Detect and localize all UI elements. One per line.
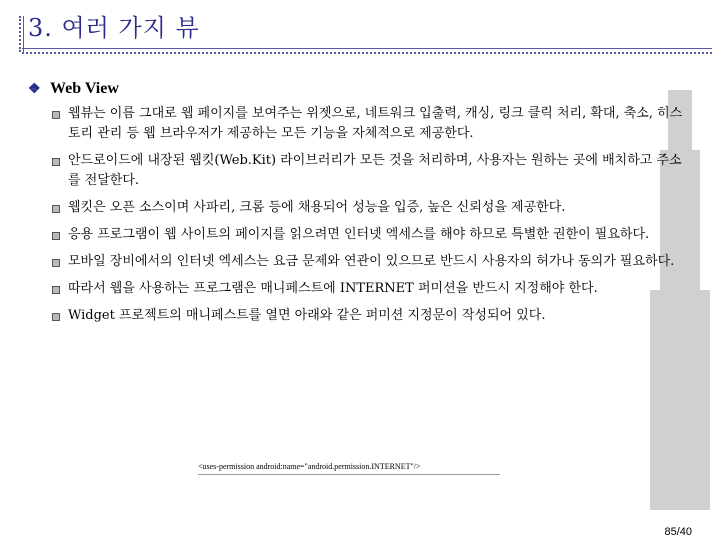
list-item-text: 웹뷰는 이름 그대로 웹 페이지를 보여주는 위젯으로, 네트워크 입출력, 캐싱, 링크 클릭 처리, 확대, 축소, 히스토리 관리 등 웹 브라우저가 제공하는 모든 기능을 자체적으로 제공한다. bbox=[68, 106, 683, 141]
page-title: 3. 여러 가지 뷰 bbox=[28, 14, 200, 42]
list-item-text: 안드로이드에 내장된 웹킷(Web.Kit) 라이브러리가 모든 것을 처리하며, 사용자는 원하는 곳에 배치하고 주소를 전달한다. bbox=[68, 153, 682, 188]
square-bullet-icon bbox=[52, 205, 60, 213]
square-bullet-icon bbox=[52, 158, 60, 166]
list-item-text: 모바일 장비에서의 인터넷 엑세스는 요금 문제와 연관이 있으므로 반드시 사용자의 허가나 동의가 필요하다. bbox=[68, 254, 675, 269]
section-heading-text: Web View bbox=[50, 80, 119, 97]
code-snippet: <uses-permission android:name="android.permission.INTERNET"/> bbox=[198, 462, 421, 471]
list-item bbox=[52, 225, 692, 245]
list-item-text: 따라서 웹을 사용하는 프로그램은 매니페스트에 INTERNET 퍼미션을 반드시 지정해야 한다. bbox=[68, 281, 598, 296]
list-item bbox=[52, 306, 692, 326]
page-number: 85/40 bbox=[664, 526, 692, 538]
square-bullet-icon bbox=[52, 232, 60, 240]
list-item-text: 웹킷은 오픈 소스이며 사파리, 크롬 등에 채용되어 성능을 입증, 높은 신뢰성을 제공한다. bbox=[68, 200, 566, 215]
list-item bbox=[52, 198, 692, 218]
list-item-text: Widget 프로젝트의 매니페스트를 열면 아래와 같은 퍼미션 지정문이 작성되어 있다. bbox=[68, 308, 546, 323]
list-item-text: 응용 프로그램이 웹 사이트의 페이지를 읽으려면 인터넷 엑세스를 해야 하므로 특별한 권한이 필요하다. bbox=[68, 227, 650, 242]
square-bullet-icon bbox=[52, 313, 60, 321]
square-bullet-icon bbox=[52, 259, 60, 267]
title-decoration-line bbox=[23, 16, 24, 52]
title-underline bbox=[22, 48, 712, 49]
title-dotted-underline bbox=[22, 52, 712, 54]
list-item bbox=[52, 104, 692, 144]
diamond-bullet-icon: ❖ bbox=[28, 82, 41, 97]
title-decoration-dots bbox=[19, 16, 21, 52]
square-bullet-icon bbox=[52, 286, 60, 294]
bullet-list bbox=[52, 104, 692, 333]
list-item bbox=[52, 151, 692, 191]
list-item bbox=[52, 252, 692, 272]
square-bullet-icon bbox=[52, 111, 60, 119]
section-heading bbox=[28, 80, 119, 98]
list-item bbox=[52, 279, 692, 299]
code-underline bbox=[198, 474, 500, 475]
